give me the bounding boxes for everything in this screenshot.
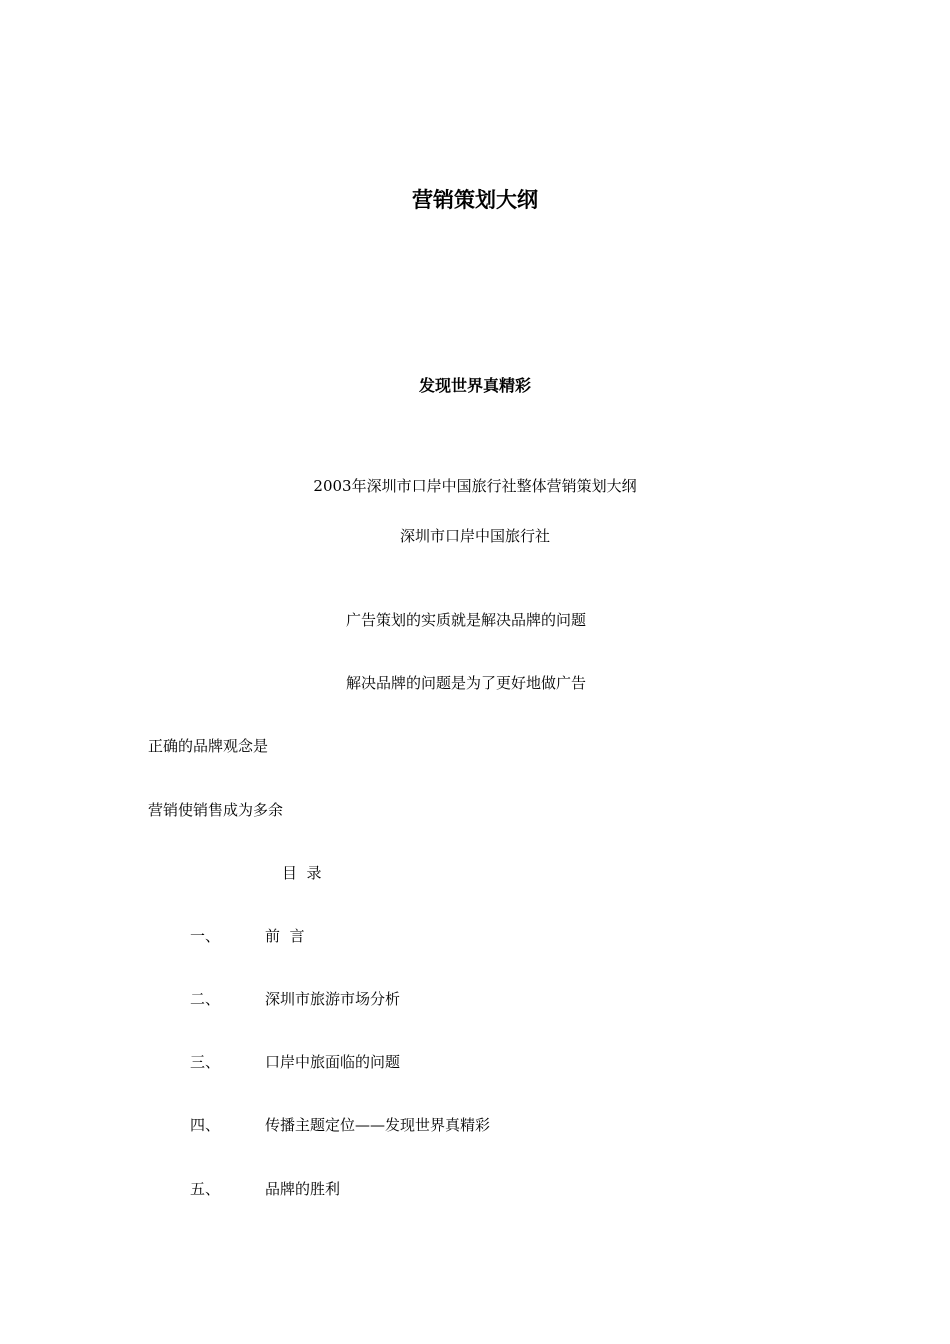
toc-item-title: 深圳市旅游市场分析	[265, 990, 401, 1008]
slogan: 发现世界真精彩	[418, 376, 531, 395]
toc-item-number: 一、	[190, 927, 221, 945]
toc-item-title: 传播主题定位——发现世界真精彩	[265, 1116, 491, 1134]
toc-item-title: 口岸中旅面临的问题	[265, 1053, 401, 1071]
quote-line-2: 解决品牌的问题是为了更好地做广告	[346, 674, 587, 692]
toc-item-number: 四、	[190, 1116, 221, 1134]
toc-item-title: 前 言	[265, 927, 305, 945]
toc-item-number: 三、	[190, 1053, 221, 1071]
statement-line-1: 正确的品牌观念是	[148, 737, 269, 755]
plan-title: 2003年深圳市口岸中国旅行社整体营销策划大纲	[313, 477, 637, 495]
toc-heading: 目 录	[282, 864, 322, 882]
statement-line-2: 营销使销售成为多余	[148, 801, 284, 819]
organization-name: 深圳市口岸中国旅行社	[399, 527, 550, 545]
document-title: 营销策划大纲	[412, 188, 538, 212]
toc-item-number: 五、	[190, 1180, 221, 1198]
toc-item-number: 二、	[190, 990, 221, 1008]
toc-item-title: 品牌的胜利	[265, 1180, 341, 1198]
quote-line-1: 广告策划的实质就是解决品牌的问题	[346, 611, 587, 629]
